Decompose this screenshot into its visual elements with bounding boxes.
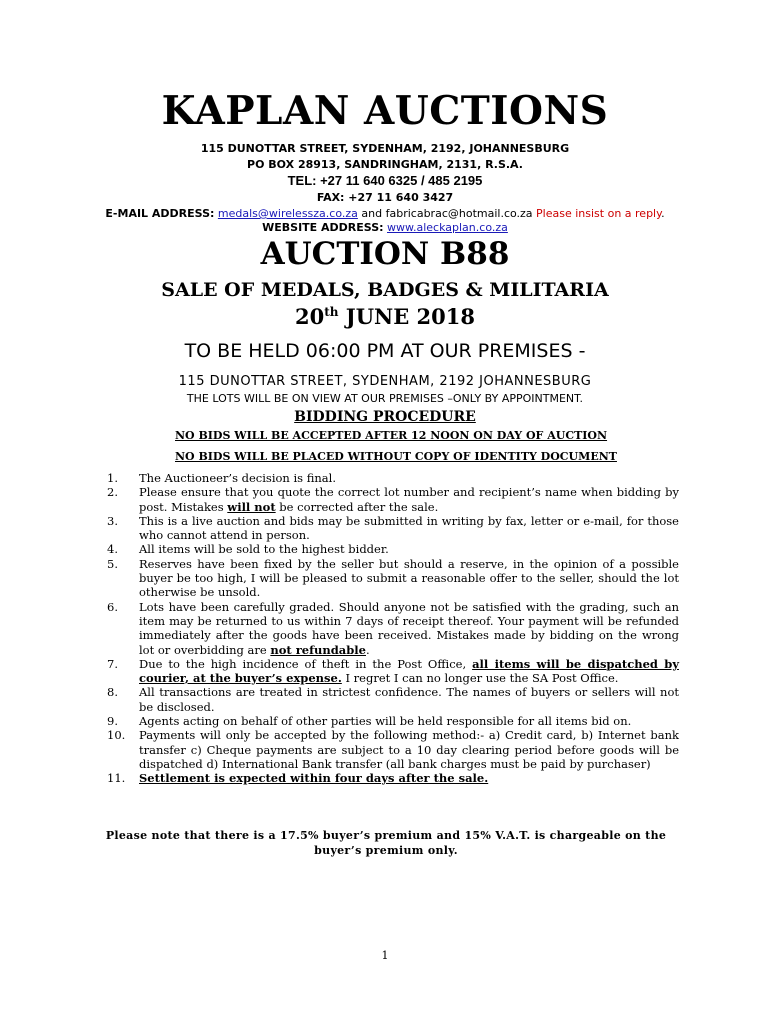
list-item: 3. This is a live auction and bids may be submitted in writing by fax, letter or e-mail, for those who cannot attend in person. xyxy=(107,513,679,543)
sale-date-rest: JUNE 2018 xyxy=(338,304,476,329)
held-notice: TO BE HELD 06:00 PM AT OUR PREMISES - xyxy=(184,340,586,362)
sale-date xyxy=(0,304,770,329)
email-reply-note: Please insist on a reply xyxy=(536,207,662,220)
sale-date-suffix: th xyxy=(324,305,339,319)
list-item: 10. Payments will only be accepted by the following method:- a) Credit card, b) Internet bank transfer c) Cheque payments are subject to a 10 day clearing period before goods will be dispatched d) International Bank transfer (all bank charges must be paid by purchaser) xyxy=(107,728,679,771)
list-item: 1. The Auctioneer’s decision is final. xyxy=(107,471,336,485)
sale-date-day: 20 xyxy=(294,304,325,329)
email-label: E-MAIL ADDRESS: xyxy=(105,207,215,220)
website-link[interactable]: www.aleckaplan.co.za xyxy=(387,221,508,234)
fax: FAX: +27 11 640 3427 xyxy=(316,191,454,204)
list-item: 4. All items will be sold to the highest bidder. xyxy=(107,542,389,557)
list-item: 8. All transactions are treated in strictest confidence. The names of buyers or sellers will not be disclosed. xyxy=(107,685,679,714)
website-line xyxy=(0,221,770,234)
viewing-notice: THE LOTS WILL BE ON VIEW AT OUR PREMISES –ONLY BY APPOINTMENT. xyxy=(186,392,584,405)
page-number: 1 xyxy=(381,949,389,962)
list-item: 2. Please ensure that you quote the correct lot number and recipient’s name when bidding by post. Mistakes will not be corrected after the sale. xyxy=(107,485,679,514)
list-item: 11. Settlement is expected within four days after the sale. xyxy=(107,771,489,786)
auction-number: AUCTION B88 xyxy=(260,236,510,272)
website-label: WEBSITE ADDRESS: xyxy=(262,221,384,234)
venue-address: 115 DUNOTTAR STREET, SYDENHAM, 2192 JOHANNESBURG xyxy=(178,374,592,389)
list-item: 7. Due to the high incidence of theft in the Post Office, all items will be dispatched by courier, at the buyer’s expense. I regret I can no longer use the SA Post Office. xyxy=(107,656,679,686)
list-item: 6. Lots have been carefully graded. Should anyone not be satisfied with the grading, such an item may be returned to us within 7 days of receipt thereof. Your payment will be refunded immediately after the goods have been received. Mistakes made by bidding on the wrong lot or overbidding are not refundable. xyxy=(107,599,679,657)
email-period: . xyxy=(661,207,665,220)
postal-address: PO BOX 28913, SANDRINGHAM, 2131, R.S.A. xyxy=(247,158,523,171)
telephone: TEL: +27 11 640 6325 / 485 2195 xyxy=(287,173,483,188)
list-item: 9. Agents acting on behalf of other parties will be held responsible for all items bid on. xyxy=(107,714,632,729)
email-line xyxy=(0,207,770,220)
bid-deadline-warning: NO BIDS WILL BE ACCEPTED AFTER 12 NOON ON DAY OF AUCTION xyxy=(175,429,608,442)
bidding-heading: BIDDING PROCEDURE xyxy=(294,409,476,425)
email-and: and xyxy=(361,207,383,220)
identity-warning: NO BIDS WILL BE PLACED WITHOUT COPY OF IDENTITY DOCUMENT xyxy=(175,450,617,463)
street-address: 115 DUNOTTAR STREET, SYDENHAM, 2192, JOHANNESBURG xyxy=(200,142,570,155)
list-item: 5. Reserves have been fixed by the seller but should a reserve, in the opinion of a possible buyer be too high, I will be pleased to submit a reasonable offer to the seller, should the lot otherwise be unsold. xyxy=(107,556,679,600)
email-link-medals[interactable]: medals@wirelessza.co.za xyxy=(217,207,358,220)
rules-list xyxy=(107,471,679,786)
sale-title: SALE OF MEDALS, BADGES & MILITARIA xyxy=(161,279,609,301)
company-title: KAPLAN AUCTIONS xyxy=(161,88,609,134)
email-fabricabrac[interactable]: fabricabrac@hotmail.co.za xyxy=(385,207,533,220)
premium-note: Please note that there is a 17.5% buyer’s premium and 15% V.A.T. is chargeable on the buyer’s premium only. xyxy=(105,829,667,857)
